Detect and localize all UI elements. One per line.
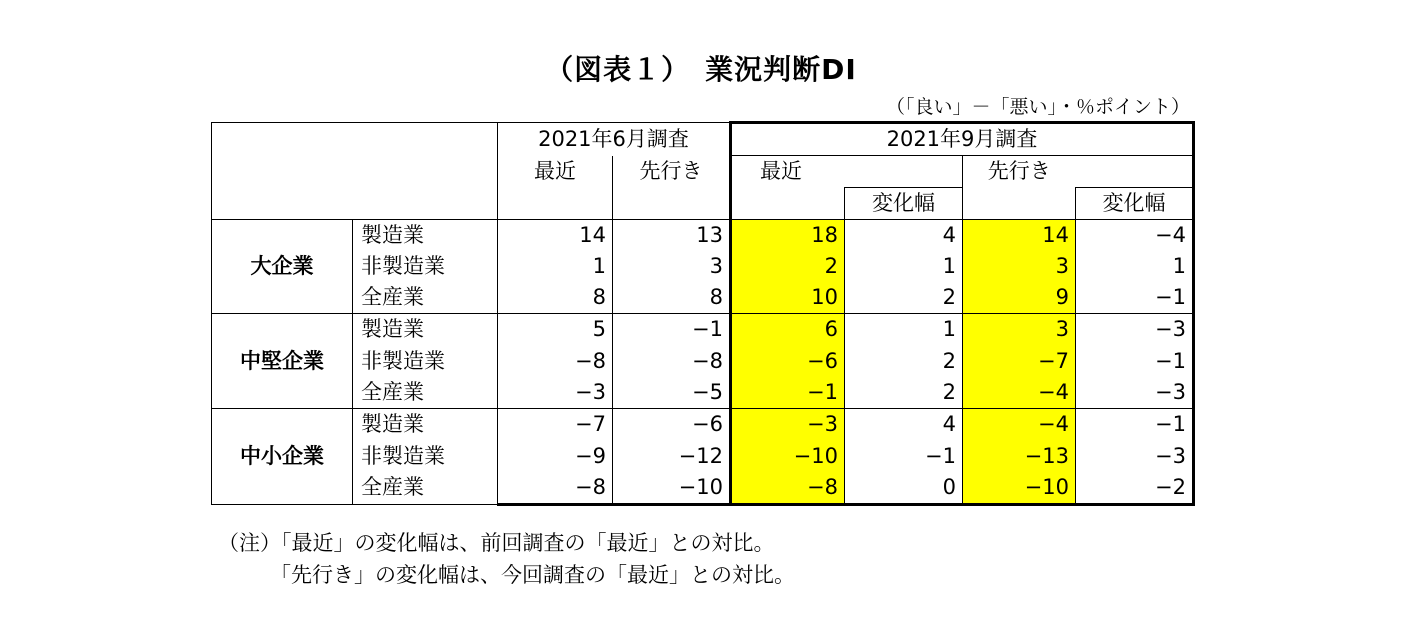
table-row	[212, 472, 1194, 505]
header-survey-june: 2021年6月調査	[498, 123, 731, 156]
cell-sept-outlook: −4	[963, 409, 1076, 441]
cell-sept-recent-change: 2	[845, 377, 963, 409]
cell-sept-recent: 18	[731, 219, 845, 251]
cell-sept-outlook: 3	[963, 251, 1076, 283]
industry-label: 製造業	[353, 219, 498, 251]
table-row	[212, 282, 1194, 314]
cell-sept-recent-change: 4	[845, 409, 963, 441]
industry-label: 全産業	[353, 472, 498, 505]
cell-sept-outlook-change: −3	[1076, 314, 1194, 346]
industry-label: 全産業	[353, 282, 498, 314]
cell-june-outlook: −6	[613, 409, 731, 441]
header-june-outlook: 先行き	[613, 156, 731, 188]
cell-june-outlook: −10	[613, 472, 731, 505]
header-sept-recent-change: 変化幅	[845, 187, 963, 219]
cell-sept-recent-change: 0	[845, 472, 963, 505]
header-sept-outlook-change: 変化幅	[1076, 187, 1194, 219]
cell-sept-outlook: −7	[963, 345, 1076, 377]
cell-sept-outlook-change: −3	[1076, 377, 1194, 409]
cell-june-outlook: −1	[613, 314, 731, 346]
cell-june-outlook: 8	[613, 282, 731, 314]
group-label: 中小企業	[212, 409, 353, 505]
cell-sept-outlook-change: −1	[1076, 345, 1194, 377]
cell-june-recent: −8	[498, 345, 613, 377]
cell-sept-outlook-change: 1	[1076, 251, 1194, 283]
cell-june-outlook: 3	[613, 251, 731, 283]
notes	[218, 527, 795, 591]
cell-sept-recent: 10	[731, 282, 845, 314]
cell-sept-recent-change: 4	[845, 219, 963, 251]
cell-sept-outlook-change: −4	[1076, 219, 1194, 251]
cell-sept-recent: −1	[731, 377, 845, 409]
header-june-recent: 最近	[498, 156, 613, 188]
cell-sept-recent: 2	[731, 251, 845, 283]
cell-sept-recent-change: 1	[845, 314, 963, 346]
group-label: 中堅企業	[212, 314, 353, 409]
cell-sept-recent-change: 2	[845, 345, 963, 377]
industry-label: 製造業	[353, 409, 498, 441]
cell-sept-outlook-change: −2	[1076, 472, 1194, 505]
cell-june-recent: −3	[498, 377, 613, 409]
table-row	[212, 345, 1194, 377]
cell-sept-recent: −6	[731, 345, 845, 377]
cell-sept-recent-change: −1	[845, 440, 963, 472]
table-row	[212, 219, 1194, 251]
note-line-2: 「先行き」の変化幅は、今回調査の「最近」との対比。	[270, 563, 795, 587]
cell-sept-outlook: −4	[963, 377, 1076, 409]
cell-june-recent: −9	[498, 440, 613, 472]
industry-label: 非製造業	[353, 251, 498, 283]
cell-sept-outlook-change: −1	[1076, 409, 1194, 441]
note-line-1: （注）「最近」の変化幅は、前回調査の「最近」との対比。	[218, 531, 775, 555]
cell-sept-recent: 6	[731, 314, 845, 346]
industry-label: 非製造業	[353, 440, 498, 472]
cell-june-recent: −8	[498, 472, 613, 505]
industry-label: 全産業	[353, 377, 498, 409]
cell-sept-outlook: 14	[963, 219, 1076, 251]
header-sept-recent: 最近	[731, 156, 845, 188]
cell-june-recent: 8	[498, 282, 613, 314]
cell-sept-outlook-change: −3	[1076, 440, 1194, 472]
cell-june-outlook: −5	[613, 377, 731, 409]
cell-june-outlook: −12	[613, 440, 731, 472]
cell-sept-outlook: 3	[963, 314, 1076, 346]
table-row	[212, 409, 1194, 441]
cell-sept-recent: −3	[731, 409, 845, 441]
table-row	[212, 251, 1194, 283]
cell-sept-recent: −8	[731, 472, 845, 505]
cell-june-outlook: −8	[613, 345, 731, 377]
unit-note: （「良い」－「悪い」・％ポイント）	[885, 96, 1190, 118]
cell-sept-outlook: −10	[963, 472, 1076, 505]
cell-sept-recent-change: 1	[845, 251, 963, 283]
table-row	[212, 440, 1194, 472]
header-corner	[212, 123, 498, 156]
page-title: （図表１） 業況判断DI	[545, 53, 857, 86]
cell-june-recent: −7	[498, 409, 613, 441]
cell-june-recent: 1	[498, 251, 613, 283]
cell-june-outlook: 13	[613, 219, 731, 251]
cell-sept-recent-change: 2	[845, 282, 963, 314]
cell-june-recent: 5	[498, 314, 613, 346]
header-sept-outlook: 先行き	[963, 156, 1076, 188]
table-row	[212, 377, 1194, 409]
cell-sept-recent: −10	[731, 440, 845, 472]
cell-sept-outlook-change: −1	[1076, 282, 1194, 314]
industry-label: 非製造業	[353, 345, 498, 377]
di-table	[211, 121, 1195, 506]
cell-sept-outlook: −13	[963, 440, 1076, 472]
table-row	[212, 314, 1194, 346]
header-survey-sept: 2021年9月調査	[731, 123, 1194, 156]
cell-sept-outlook: 9	[963, 282, 1076, 314]
industry-label: 製造業	[353, 314, 498, 346]
group-label: 大企業	[212, 219, 353, 314]
cell-june-recent: 14	[498, 219, 613, 251]
